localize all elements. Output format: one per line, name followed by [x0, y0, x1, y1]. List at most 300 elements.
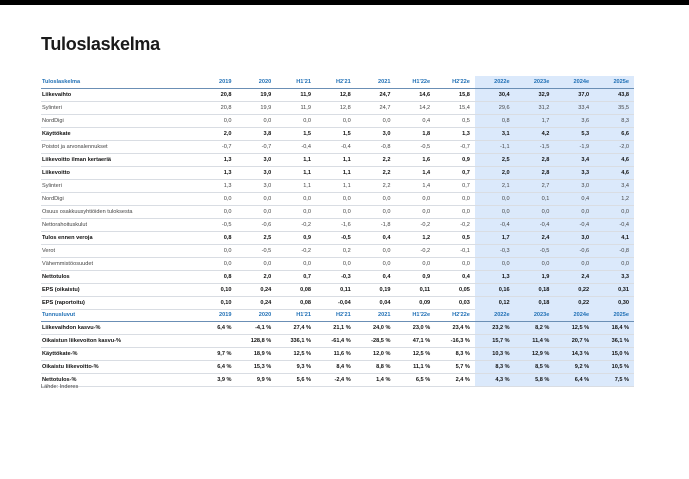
column-header: 2022e	[475, 76, 515, 89]
cell-value: 4,3 %	[475, 374, 515, 387]
row-label: Liikevaihto	[41, 89, 197, 102]
cell-value: 3,0	[237, 180, 277, 193]
row-label: Nettorahoituskulut	[41, 219, 197, 232]
cell-value: 9,9 %	[237, 374, 277, 387]
cell-value: 0,11	[395, 284, 435, 297]
cell-value: 7,5 %	[594, 374, 634, 387]
cell-value: 3,4	[594, 180, 634, 193]
cell-value: 3,1	[475, 128, 515, 141]
table-row	[41, 374, 634, 387]
cell-value: 0,04	[356, 297, 396, 310]
cell-value: 0,0	[316, 206, 356, 219]
table-row	[41, 322, 634, 335]
cell-value: 0,0	[276, 258, 316, 271]
cell-value: 20,7 %	[554, 335, 594, 348]
cell-value: 3,0	[554, 180, 594, 193]
cell-value: 24,7	[356, 89, 396, 102]
cell-value: 11,4 %	[515, 335, 555, 348]
column-header: H1'22e	[395, 309, 435, 322]
cell-value: 12,5 %	[554, 322, 594, 335]
cell-value: 0,4	[356, 232, 396, 245]
cell-value: 0,0	[435, 258, 475, 271]
cell-value: 0,0	[237, 193, 277, 206]
cell-value: 1,1	[316, 167, 356, 180]
cell-value: 11,6 %	[316, 348, 356, 361]
cell-value: 1,3	[475, 271, 515, 284]
cell-value: 0,4	[395, 115, 435, 128]
cell-value: -0,4	[316, 141, 356, 154]
cell-value: -0,5	[395, 141, 435, 154]
cell-value: 3,8	[237, 128, 277, 141]
cell-value: -2,0	[594, 141, 634, 154]
column-header: H1'21	[276, 76, 316, 89]
cell-value: 2,2	[356, 167, 396, 180]
cell-value: 0,0	[475, 193, 515, 206]
cell-value: 0,0	[475, 206, 515, 219]
column-header: 2020	[237, 76, 277, 89]
cell-value: -4,1 %	[237, 322, 277, 335]
cell-value: 19,9	[237, 89, 277, 102]
cell-value: 2,0	[475, 167, 515, 180]
cell-value: 4,6	[594, 154, 634, 167]
cell-value: 18,4 %	[594, 322, 634, 335]
cell-value: -0,5	[515, 245, 555, 258]
cell-value: -0,2	[276, 245, 316, 258]
column-header: H2'21	[316, 309, 356, 322]
cell-value: 2,5	[237, 232, 277, 245]
cell-value: 1,1	[276, 154, 316, 167]
cell-value: 8,5 %	[515, 361, 555, 374]
cell-value: 0,8	[475, 115, 515, 128]
cell-value: 0,0	[237, 258, 277, 271]
cell-value: -0,8	[356, 141, 396, 154]
row-label: Käyttökate	[41, 128, 197, 141]
cell-value: 0,11	[316, 284, 356, 297]
column-header: 2024e	[554, 76, 594, 89]
cell-value: 0,0	[276, 206, 316, 219]
cell-value: 1,4	[395, 167, 435, 180]
key-figures-table	[41, 309, 634, 387]
table-title: Tuloslaskelma	[41, 76, 197, 89]
cell-value: 47,1 %	[395, 335, 435, 348]
table-row	[41, 89, 634, 102]
cell-value: 1,7	[515, 115, 555, 128]
cell-value: 15,8	[435, 89, 475, 102]
cell-value: 3,3	[554, 167, 594, 180]
cell-value: 0,0	[316, 193, 356, 206]
cell-value: 6,5 %	[395, 374, 435, 387]
cell-value: 2,8	[515, 167, 555, 180]
cell-value: 0,8	[197, 271, 237, 284]
cell-value: 0,19	[356, 284, 396, 297]
cell-value: 5,8 %	[515, 374, 555, 387]
cell-value: -0,4	[554, 219, 594, 232]
cell-value: 0,0	[316, 258, 356, 271]
cell-value: 11,9	[276, 102, 316, 115]
cell-value: 0,10	[197, 297, 237, 310]
cell-value: 9,2 %	[554, 361, 594, 374]
cell-value: 0,03	[435, 297, 475, 310]
cell-value: 3,0	[554, 232, 594, 245]
row-label: Liikevoitto ilman kertaeriä	[41, 154, 197, 167]
cell-value: 15,4	[435, 102, 475, 115]
cell-value: 12,0 %	[356, 348, 396, 361]
cell-value: 0,7	[435, 180, 475, 193]
cell-value: 12,9 %	[515, 348, 555, 361]
table-row	[41, 232, 634, 245]
cell-value: 0,0	[435, 206, 475, 219]
cell-value: 1,4	[395, 180, 435, 193]
row-label: EPS (oikaistu)	[41, 284, 197, 297]
cell-value: 0,7	[435, 167, 475, 180]
cell-value: 0,0	[197, 206, 237, 219]
cell-value: 32,9	[515, 89, 555, 102]
cell-value: 24,7	[356, 102, 396, 115]
cell-value: 24,0 %	[356, 322, 396, 335]
cell-value: 0,18	[515, 284, 555, 297]
cell-value: 5,3	[554, 128, 594, 141]
cell-value: 23,0 %	[395, 322, 435, 335]
cell-value: 15,3 %	[237, 361, 277, 374]
cell-value: 31,2	[515, 102, 555, 115]
column-header: H1'22e	[395, 76, 435, 89]
cell-value: 0,0	[276, 115, 316, 128]
cell-value: 0,0	[276, 193, 316, 206]
row-label: Nettotulos	[41, 271, 197, 284]
row-label: Nettotulos-%	[41, 374, 197, 387]
cell-value: 1,5	[276, 128, 316, 141]
cell-value: 0,0	[594, 258, 634, 271]
cell-value: -0,3	[316, 271, 356, 284]
cell-value: 1,2	[594, 193, 634, 206]
table-row	[41, 284, 634, 297]
cell-value: 2,4	[554, 271, 594, 284]
cell-value: 3,9 %	[197, 374, 237, 387]
cell-value: -0,6	[237, 219, 277, 232]
cell-value: 12,8	[316, 89, 356, 102]
cell-value: 0,4	[356, 271, 396, 284]
cell-value: 1,5	[316, 128, 356, 141]
cell-value: 2,4 %	[435, 374, 475, 387]
cell-value: 9,3 %	[276, 361, 316, 374]
cell-value: 20,8	[197, 89, 237, 102]
cell-value: 8,3 %	[435, 348, 475, 361]
cell-value: -0,2	[395, 219, 435, 232]
cell-value: 336,1 %	[276, 335, 316, 348]
income-header-row	[41, 76, 634, 89]
cell-value: 0,0	[197, 258, 237, 271]
cell-value: 4,2	[515, 128, 555, 141]
cell-value: 11,9	[276, 89, 316, 102]
cell-value: 23,4 %	[435, 322, 475, 335]
cell-value: 0,0	[237, 115, 277, 128]
table-row	[41, 258, 634, 271]
cell-value: 1,8	[395, 128, 435, 141]
table-row	[41, 115, 634, 128]
cell-value: -1,9	[554, 141, 594, 154]
cell-value: -28,5 %	[356, 335, 396, 348]
table-title: Tunnusluvut	[41, 309, 197, 322]
table-row	[41, 245, 634, 258]
cell-value: 2,2	[356, 154, 396, 167]
cell-value: 3,3	[594, 271, 634, 284]
table-row	[41, 102, 634, 115]
cell-value: 0,0	[395, 258, 435, 271]
cell-value: 0,1	[515, 193, 555, 206]
table-row	[41, 297, 634, 310]
row-label: Sylinteri	[41, 180, 197, 193]
column-header: 2023e	[515, 309, 555, 322]
cell-value: 4,1	[594, 232, 634, 245]
cell-value: 11,1 %	[395, 361, 435, 374]
cell-value: 43,8	[594, 89, 634, 102]
row-label: NordDigi	[41, 115, 197, 128]
column-header: 2023e	[515, 76, 555, 89]
column-header: H2'21	[316, 76, 356, 89]
column-header: 2022e	[475, 309, 515, 322]
cell-value: 8,2 %	[515, 322, 555, 335]
cell-value: -0,2	[276, 219, 316, 232]
cell-value: 0,5	[435, 232, 475, 245]
source-note: Lähde: Inderes	[41, 384, 79, 390]
cell-value: -16,3 %	[435, 335, 475, 348]
cell-value: 0,5	[435, 115, 475, 128]
cell-value: -1,1	[475, 141, 515, 154]
column-header: 2020	[237, 309, 277, 322]
cell-value: 37,0	[554, 89, 594, 102]
cell-value: 2,0	[197, 128, 237, 141]
cell-value: 0,9	[276, 232, 316, 245]
cell-value: 0,0	[197, 245, 237, 258]
cell-value: 8,4 %	[316, 361, 356, 374]
cell-value: -61,4 %	[316, 335, 356, 348]
row-label: Liikevaihdon kasvu-%	[41, 322, 197, 335]
cell-value: 3,0	[237, 154, 277, 167]
column-header: 2024e	[554, 309, 594, 322]
cell-value: -0,1	[435, 245, 475, 258]
cell-value: 0,0	[554, 206, 594, 219]
cell-value: 14,6	[395, 89, 435, 102]
row-label: NordDigi	[41, 193, 197, 206]
column-header: 2021	[356, 76, 396, 89]
cell-value: -1,6	[316, 219, 356, 232]
cell-value: -1,5	[515, 141, 555, 154]
ratios-header-row	[41, 309, 634, 322]
cell-value: 1,3	[197, 154, 237, 167]
cell-value: 6,4 %	[197, 361, 237, 374]
cell-value: 8,3	[594, 115, 634, 128]
cell-value: 0,0	[197, 193, 237, 206]
column-header: H2'22e	[435, 309, 475, 322]
cell-value: -0,4	[475, 219, 515, 232]
cell-value: 0,4	[554, 193, 594, 206]
cell-value: 9,7 %	[197, 348, 237, 361]
cell-value: 0,0	[356, 258, 396, 271]
column-header: 2019	[197, 76, 237, 89]
row-label: EPS (raportoitu)	[41, 297, 197, 310]
cell-value: 0,9	[395, 271, 435, 284]
cell-value: 5,7 %	[435, 361, 475, 374]
cell-value: 0,16	[475, 284, 515, 297]
cell-value: 0,24	[237, 297, 277, 310]
column-header: 2025e	[594, 76, 634, 89]
column-header: 2021	[356, 309, 396, 322]
cell-value: 0,0	[356, 245, 396, 258]
cell-value: 14,2	[395, 102, 435, 115]
cell-value: 1,2	[395, 232, 435, 245]
cell-value: 0,0	[515, 206, 555, 219]
cell-value: 19,9	[237, 102, 277, 115]
cell-value: 1,1	[276, 167, 316, 180]
column-header: 2019	[197, 309, 237, 322]
cell-value: 128,8 %	[237, 335, 277, 348]
cell-value: -0,5	[237, 245, 277, 258]
cell-value: 1,1	[316, 154, 356, 167]
row-label: Tulos ennen veroja	[41, 232, 197, 245]
cell-value: 1,6	[395, 154, 435, 167]
cell-value: 10,5 %	[594, 361, 634, 374]
cell-value: -0,3	[475, 245, 515, 258]
cell-value: 0,0	[316, 115, 356, 128]
cell-value: 3,0	[237, 167, 277, 180]
table-row	[41, 141, 634, 154]
cell-value: -0,2	[395, 245, 435, 258]
cell-value: 0,0	[554, 258, 594, 271]
cell-value: 0,0	[594, 206, 634, 219]
top-bar	[0, 0, 689, 5]
cell-value: 0,12	[475, 297, 515, 310]
cell-value: 0,0	[356, 206, 396, 219]
column-header: H2'22e	[435, 76, 475, 89]
cell-value: 1,4 %	[356, 374, 396, 387]
cell-value	[197, 335, 237, 348]
cell-value: 0,7	[276, 271, 316, 284]
cell-value: 0,0	[435, 193, 475, 206]
column-header: H1'21	[276, 309, 316, 322]
cell-value: 0,0	[356, 193, 396, 206]
table-row	[41, 167, 634, 180]
cell-value: 2,0	[237, 271, 277, 284]
cell-value: 30,4	[475, 89, 515, 102]
cell-value: 10,3 %	[475, 348, 515, 361]
cell-value: 5,6 %	[276, 374, 316, 387]
table-row	[41, 193, 634, 206]
cell-value: 23,2 %	[475, 322, 515, 335]
cell-value: 3,6	[554, 115, 594, 128]
cell-value: -0,5	[316, 232, 356, 245]
cell-value: 0,8	[197, 232, 237, 245]
cell-value: 2,2	[356, 180, 396, 193]
cell-value: 0,09	[395, 297, 435, 310]
cell-value: 0,22	[554, 284, 594, 297]
cell-value: 33,4	[554, 102, 594, 115]
cell-value: 2,8	[515, 154, 555, 167]
cell-value: 2,7	[515, 180, 555, 193]
cell-value: -0,2	[435, 219, 475, 232]
cell-value: 1,3	[435, 128, 475, 141]
cell-value: 1,1	[316, 180, 356, 193]
cell-value: 35,5	[594, 102, 634, 115]
column-header: 2025e	[594, 309, 634, 322]
cell-value: -2,4 %	[316, 374, 356, 387]
cell-value: 1,9	[515, 271, 555, 284]
table-row	[41, 335, 634, 348]
cell-value: 2,4	[515, 232, 555, 245]
cell-value: 15,7 %	[475, 335, 515, 348]
cell-value: 29,6	[475, 102, 515, 115]
row-label: Oikaistun liikevoiton kasvu-%	[41, 335, 197, 348]
cell-value: 0,08	[276, 284, 316, 297]
cell-value: 20,8	[197, 102, 237, 115]
cell-value: 0,0	[475, 258, 515, 271]
cell-value: 8,8 %	[356, 361, 396, 374]
cell-value: 0,0	[237, 206, 277, 219]
cell-value: 27,4 %	[276, 322, 316, 335]
cell-value: 0,30	[594, 297, 634, 310]
cell-value: 0,0	[197, 115, 237, 128]
cell-value: 15,0 %	[594, 348, 634, 361]
cell-value: 12,8	[316, 102, 356, 115]
cell-value: -0,6	[554, 245, 594, 258]
cell-value: 0,2	[316, 245, 356, 258]
cell-value: 1,1	[276, 180, 316, 193]
cell-value: -0,04	[316, 297, 356, 310]
cell-value: 18,9 %	[237, 348, 277, 361]
cell-value: -0,5	[197, 219, 237, 232]
table-row	[41, 180, 634, 193]
row-label: Käyttökate-%	[41, 348, 197, 361]
cell-value: 21,1 %	[316, 322, 356, 335]
cell-value: 2,5	[475, 154, 515, 167]
cell-value: 1,3	[197, 167, 237, 180]
cell-value: 0,05	[435, 284, 475, 297]
row-label: Verot	[41, 245, 197, 258]
table-row	[41, 271, 634, 284]
cell-value: -0,7	[197, 141, 237, 154]
row-label: Osuus osakkuusyhtiöiden tuloksesta	[41, 206, 197, 219]
cell-value: 0,24	[237, 284, 277, 297]
cell-value: 0,08	[276, 297, 316, 310]
cell-value: 8,3 %	[475, 361, 515, 374]
cell-value: -0,7	[435, 141, 475, 154]
row-label: Poistot ja arvonalennukset	[41, 141, 197, 154]
cell-value: 14,3 %	[554, 348, 594, 361]
cell-value: 36,1 %	[594, 335, 634, 348]
cell-value: -0,8	[594, 245, 634, 258]
cell-value: 1,7	[475, 232, 515, 245]
table-row	[41, 219, 634, 232]
table-row	[41, 128, 634, 141]
cell-value: -0,4	[594, 219, 634, 232]
cell-value: 0,31	[594, 284, 634, 297]
row-label: Liikevoitto	[41, 167, 197, 180]
cell-value: 3,0	[356, 128, 396, 141]
row-label: Vähemmistöosuudet	[41, 258, 197, 271]
income-statement-table	[41, 76, 634, 310]
cell-value: 6,6	[594, 128, 634, 141]
cell-value: 3,4	[554, 154, 594, 167]
row-label: Sylinteri	[41, 102, 197, 115]
page-title: Tuloslaskelma	[41, 34, 160, 54]
cell-value: 0,9	[435, 154, 475, 167]
table-row	[41, 361, 634, 374]
table-row	[41, 348, 634, 361]
cell-value: 6,4 %	[554, 374, 594, 387]
cell-value: -1,8	[356, 219, 396, 232]
cell-value: 0,0	[356, 115, 396, 128]
cell-value: 12,5 %	[276, 348, 316, 361]
table-row	[41, 154, 634, 167]
